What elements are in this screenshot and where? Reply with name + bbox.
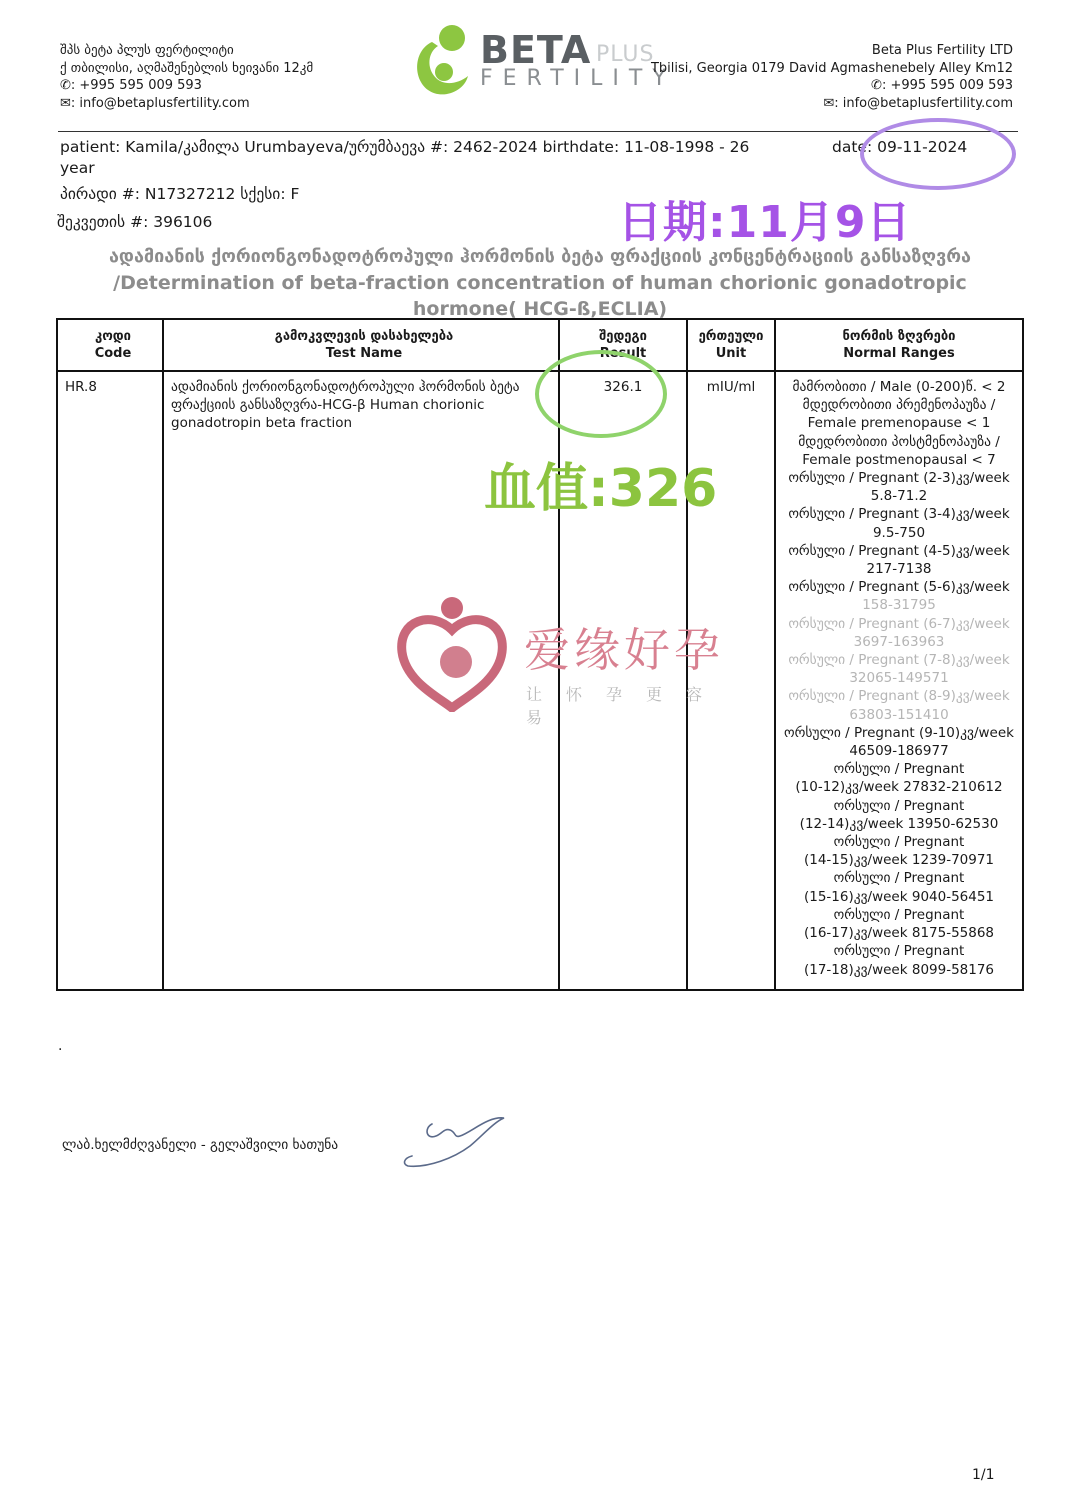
col-header-normal-ranges bbox=[775, 319, 1023, 371]
normal-range-line: ორსული / Pregnant (4-5)კვ/week bbox=[788, 542, 1010, 559]
normal-range-line: ორსული / Pregnant bbox=[833, 834, 965, 851]
normal-range-line: ორსული / Pregnant bbox=[833, 797, 965, 814]
cell-result: 326.1 bbox=[559, 371, 687, 990]
col-header-name-geo: გამოკვლევის დასახელება bbox=[274, 329, 454, 344]
normal-range-line: ორსული / Pregnant (9-10)კვ/week bbox=[784, 724, 1014, 741]
cell-test-name: ადამიანის ქორიონგონადოტროპული ჰორმონის ბეტა ფრაქციის განსაზღვრა-HCG-β Human chorionic gonadotropin beta fraction bbox=[163, 371, 559, 990]
normal-ranges-list bbox=[777, 378, 1021, 979]
header-left-line: ქ თბილისი, აღმაშენებლის ხეივანი 12კმ bbox=[60, 60, 314, 76]
normal-range-line: ორსული / Pregnant bbox=[833, 761, 965, 778]
normal-range-line: Female premenopause < 1 bbox=[807, 415, 991, 432]
normal-range-line: მდედრობითი პრემენოპაუზა / bbox=[802, 397, 996, 414]
normal-range-line: (12-14)კვ/week 13950-62530 bbox=[799, 815, 999, 832]
normal-range-line: (14-15)კვ/week 1239-70971 bbox=[803, 852, 995, 869]
normal-range-line: ორსული / Pregnant bbox=[833, 906, 965, 923]
normal-range-line: მამრობითი / Male (0-200)წ. < 2 bbox=[792, 379, 1006, 395]
normal-range-line: Female postmenopausal < 7 bbox=[802, 451, 996, 468]
col-header-code bbox=[57, 319, 163, 371]
patient-line: patient: Kamila/კამილა Urumbayeva/ურუმბაევა #: 2462-2024 birthdate: 11-08-1998 - 26 bbox=[60, 138, 750, 156]
col-header-test-name bbox=[163, 319, 559, 371]
col-header-result-geo: შედეგი bbox=[599, 329, 647, 344]
normal-range-line: 3697-163963 bbox=[853, 633, 945, 650]
footer-dot: . bbox=[58, 1038, 63, 1054]
table-header-row bbox=[57, 319, 1023, 371]
header-right-line: ✉: info@betaplusfertility.com bbox=[823, 95, 1013, 111]
col-header-result-en: Result bbox=[599, 346, 647, 361]
normal-range-line: ორსული / Pregnant (2-3)კვ/week bbox=[788, 470, 1010, 487]
cell-normal-ranges bbox=[775, 371, 1023, 990]
watermark-slogan: 让怀孕更容易 bbox=[526, 685, 727, 727]
col-header-norm-geo: ნორმის ზღვრები bbox=[842, 329, 956, 344]
signature-icon bbox=[398, 1106, 518, 1176]
normal-range-line: ორსული / Pregnant (3-4)კვ/week bbox=[788, 506, 1010, 523]
result-highlight-ring bbox=[535, 350, 667, 438]
normal-range-line: ორსული / Pregnant (5-6)კვ/week bbox=[788, 579, 1010, 596]
header-right-line: Tbilisi, Georgia 0179 David Agmashenebely Alley Km12 bbox=[650, 60, 1013, 76]
normal-range-line: (17-18)კვ/week 8099-58176 bbox=[803, 961, 995, 978]
col-header-norm-en: Normal Ranges bbox=[843, 346, 955, 361]
normal-range-line: მდედრობითი პოსტმენოპაუზა / bbox=[798, 433, 1000, 450]
header-left-line: ✆: +995 595 009 593 bbox=[60, 78, 202, 93]
col-header-unit-en: Unit bbox=[715, 346, 747, 361]
normal-range-line: 32065-149571 bbox=[849, 670, 949, 687]
header-right-line: Beta Plus Fertility LTD bbox=[871, 43, 1013, 58]
normal-range-line: ორსული / Pregnant (7-8)კვ/week bbox=[788, 652, 1010, 669]
patient-id: პირადი #: N17327212 სქესი: F bbox=[60, 185, 300, 203]
col-header-unit-geo: ერთეული bbox=[698, 329, 764, 344]
normal-range-line: ორსული / Pregnant bbox=[833, 870, 965, 887]
col-header-unit bbox=[687, 319, 775, 371]
date-highlight-ring bbox=[860, 118, 1016, 190]
normal-range-line: (10-12)კვ/week 27832-210612 bbox=[795, 779, 1003, 796]
header-left-line: შპს ბეტა პლუს ფერტილიტი bbox=[60, 43, 234, 58]
watermark-brand: 爱缘好孕 bbox=[524, 623, 724, 677]
cell-unit: mIU/ml bbox=[687, 371, 775, 990]
normal-range-line: ორსული / Pregnant bbox=[833, 943, 965, 960]
header-right-line: ✆: +995 595 009 593 bbox=[871, 78, 1013, 93]
date-annotation: 日期:11月9日 bbox=[618, 197, 912, 248]
logo-fertility-text: FERTILITY bbox=[480, 66, 676, 91]
normal-range-line: 46509-186977 bbox=[849, 743, 949, 760]
col-header-code-geo: კოდი bbox=[95, 329, 131, 344]
clinic-address-georgian bbox=[60, 42, 313, 112]
clinic-address-english bbox=[651, 42, 1013, 112]
normal-range-line: 9.5-750 bbox=[872, 524, 926, 541]
logo-beta-text: BETA bbox=[480, 28, 592, 72]
normal-range-line: 158-31795 bbox=[862, 597, 936, 614]
logo-mark-icon bbox=[410, 20, 476, 100]
logo-plus-text: PLUS bbox=[596, 42, 655, 67]
normal-range-line: (15-16)კვ/week 9040-56451 bbox=[803, 888, 995, 905]
normal-range-line: ორსული / Pregnant (8-9)კვ/week bbox=[788, 688, 1010, 705]
col-header-name-en: Test Name bbox=[325, 346, 403, 361]
signatory-label: ლაბ.ხელმძღვანელი - გელაშვილი ხათუნა bbox=[62, 1137, 339, 1153]
normal-range-line: (16-17)კვ/week 8175-55868 bbox=[803, 925, 995, 942]
value-annotation: 血值:326 bbox=[484, 459, 718, 519]
col-header-code-en: Code bbox=[94, 346, 132, 361]
watermark bbox=[392, 586, 762, 727]
page-number: 1/1 bbox=[972, 1467, 995, 1483]
patient-age-unit: year bbox=[60, 159, 95, 177]
report-date: date: 09-11-2024 bbox=[832, 138, 968, 156]
header-left-line: ✉: info@betaplusfertility.com bbox=[60, 95, 250, 111]
normal-range-line: ორსული / Pregnant (6-7)კვ/week bbox=[788, 615, 1010, 632]
test-title-english-cont: hormone( HCG-ß,ECLIA) bbox=[412, 298, 668, 320]
test-title bbox=[58, 244, 1022, 322]
watermark-heart-icon bbox=[392, 590, 512, 712]
test-title-georgian: ადამიანის ქორიონგონადოტროპული ჰორმონის ბეტა ფრაქციის კონცენტრაციის განსაზღვრა bbox=[108, 246, 972, 267]
order-number: შეკვეთის #: 396106 bbox=[57, 213, 213, 231]
normal-range-line: 63803-151410 bbox=[849, 706, 949, 723]
normal-range-line: 5.8-71.2 bbox=[870, 488, 928, 505]
cell-code: HR.8 bbox=[57, 371, 163, 990]
test-title-english: /Determination of beta-fraction concentration of human chorionic gonadotropic bbox=[113, 272, 967, 294]
normal-range-line: 217-7138 bbox=[866, 561, 932, 578]
clinic-logo bbox=[410, 20, 680, 100]
